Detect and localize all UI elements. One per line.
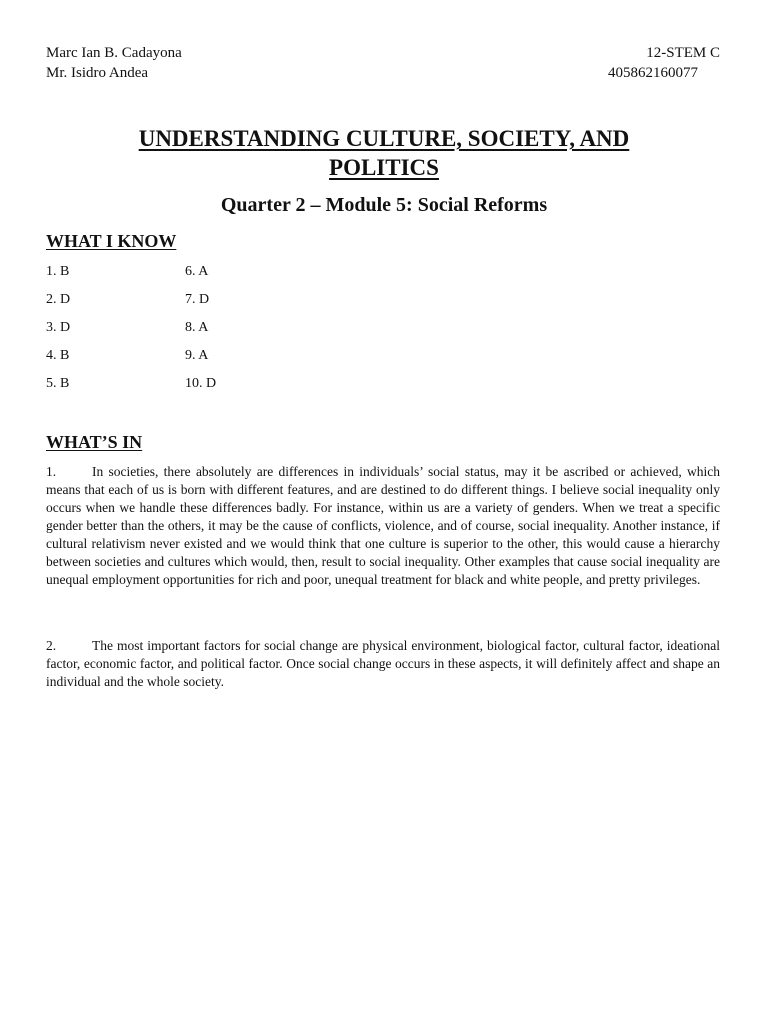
paragraph-text: The most important factors for social change are physical environment, biological factor, cultural factor, ideational factor, economic factor, and political factor. Once social change occurs in these aspects, it will definitely affect and shape an individual and the whole society. bbox=[46, 638, 720, 689]
document-subtitle: Quarter 2 – Module 5: Social Reforms bbox=[220, 194, 548, 216]
paragraph-number: 2. bbox=[46, 638, 57, 653]
whats-in-paragraph-1 bbox=[46, 463, 720, 589]
answer-item: 4. B bbox=[46, 348, 70, 363]
document-title: UNDERSTANDING CULTURE, SOCIETY, AND POLITICS bbox=[138, 126, 630, 180]
answer-item: 1. B bbox=[46, 264, 70, 279]
answer-item: 10. D bbox=[185, 376, 217, 391]
answer-item: 6. A bbox=[185, 264, 209, 279]
answer-item: 2. D bbox=[46, 292, 71, 307]
header-row-1 bbox=[46, 44, 720, 62]
student-id: 405862160077 bbox=[608, 65, 698, 81]
whats-in-paragraph-2 bbox=[46, 637, 720, 691]
section-label: 12-STEM C bbox=[646, 45, 720, 61]
paragraph-number: 1. bbox=[46, 464, 57, 479]
what-i-know-heading: WHAT I KNOW bbox=[46, 231, 177, 251]
student-name: Marc Ian B. Cadayona bbox=[46, 45, 182, 61]
teacher-name: Mr. Isidro Andea bbox=[46, 65, 149, 81]
answer-item: 8. A bbox=[185, 320, 209, 335]
answer-item: 7. D bbox=[185, 292, 210, 307]
whats-in-heading: WHAT’S IN bbox=[46, 432, 143, 452]
answer-item: 3. D bbox=[46, 320, 71, 335]
answer-item: 9. A bbox=[185, 348, 209, 363]
header-row-2 bbox=[46, 64, 698, 82]
paragraph-text: In societies, there absolutely are differences in individuals’ social status, may it be ascribed or achieved, which means that each of us is born with different features, and are destined to do different things. I believe social inequality only occurs when we handle these differences badly. For instance, within us are a variety of genders. When we treat a specific gender better than the others, it may be the cause of conflicts, violence, and of course, social inequality. Another instance, if cultural relativism never existed and we would think that one culture is superior to the other, this would cause a hierarchy between societies and cultures which would, then, result to social inequality. Other examples that cause social inequality are unequal employment opportunities for rich and poor, unequal treatment for black and white people, and pretty privileges. bbox=[46, 464, 720, 587]
answer-item: 5. B bbox=[46, 376, 70, 391]
